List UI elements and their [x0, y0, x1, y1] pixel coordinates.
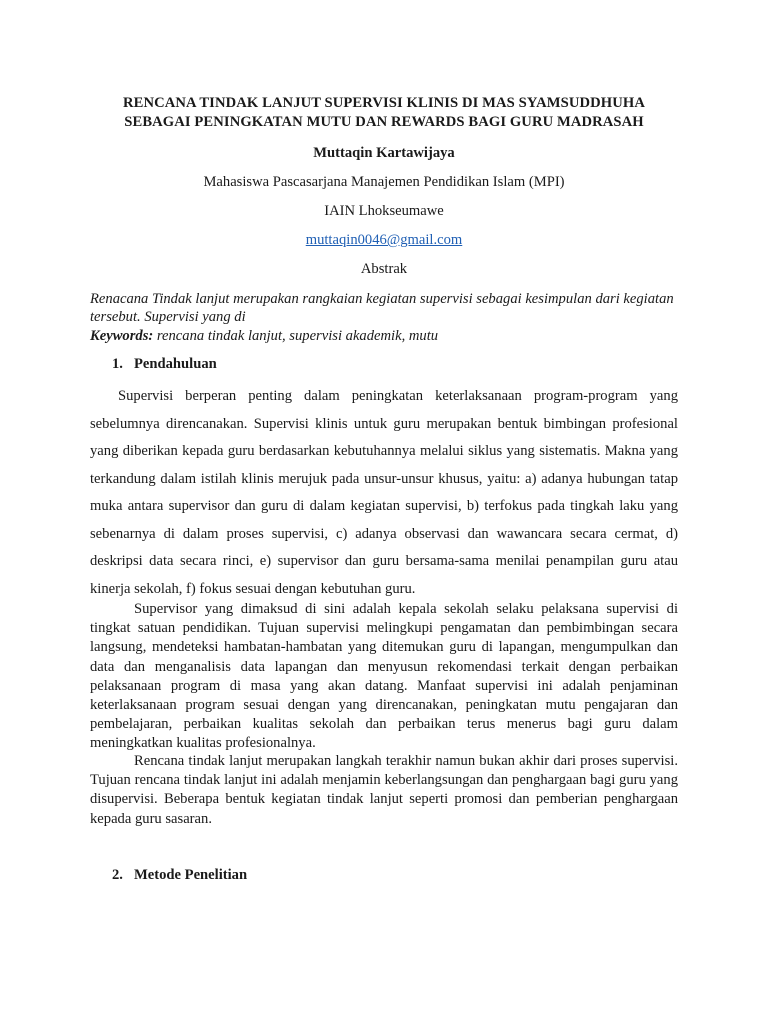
- paragraph-2: Supervisor yang dimaksud di sini adalah kepala sekolah selaku pelaksana supervisi di tingkat satuan pendidikan. Tujuan supervisi melingkupi pengamatan dan pembimbingan secara langsung, mendeteksi hambatan-hambatan yang ditemukan guru di lapangan, mengumpulkan dan data dan menganalisis data lapangan dan menyusun rekomendasi terkait dengan perbaikan pelaksanaan program di masa yang akan datang. Manfaat supervisi ini adalah penjaminan keterlaksanaan program sesuai dengan yang direncanakan, peningkatan mutu pengajaran dan pembelajaran, perbaikan kualitas sekolah dan perbaikan terus menerus bagi guru dalam meningkatkan kualitas profesionalnya.: [90, 601, 678, 752]
- section-title: Pendahuluan: [134, 356, 217, 372]
- paper-title: [90, 94, 678, 132]
- section-heading-pendahuluan: [90, 356, 217, 373]
- section-number: 1.: [112, 356, 123, 372]
- keywords-label: Keywords:: [90, 328, 154, 344]
- paragraph-3: Rencana tindak lanjut merupakan langkah terakhir namun bukan akhir dari proses supervisi. Tujuan rencana tindak lanjut ini adalah menjamin keberlangsungan dan penghargaan bagi guru yang disupervisi. Beberapa bentuk kegiatan tindak lanjut seperti promosi dan pemberian penghargaan kepada guru sasaran.: [90, 753, 678, 827]
- paragraph-1: Supervisi berperan penting dalam peningkatan keterlaksanaan program-program yang sebelumnya direncanakan. Supervisi klinis untuk guru merupakan bentuk bimbingan profesional yang diberikan kepada guru berdasarkan kebutuhannya melalui siklus yang sistematis. Makna yang terkandung dalam istilah klinis merujuk pada unsur-unsur khusus, yaitu: a) adanya hubungan tatap muka antara supervisor dan guru di dalam kegiatan supervisi, b) terfokus pada tingkah laku yang sebenarnya di dalam proses supervisi, c) adanya observasi dan wawancara secara cermat, d) deskripsi data secara rinci, e) supervisor dan guru bersama-sama menilai penampilan guru atau kinerja sekolah, f) fokus sesuai dengan kebutuhan guru.: [90, 388, 678, 597]
- abstract-text: Renacana Tindak lanjut merupakan rangkaian kegiatan supervisi sebagai kesimpulan dari kegiatan tersebut. Supervisi yang di: [90, 291, 674, 325]
- keywords-text: rencana tindak lanjut, supervisi akademik, mutu: [153, 328, 439, 344]
- paper-title-line-2: SEBAGAI PENINGKATAN MUTU DAN REWARDS BAGI GURU MADRASAH: [124, 114, 644, 130]
- affiliation-institution: IAIN Lhokseumawe: [324, 203, 444, 219]
- email-link[interactable]: muttaqin0046@gmail.com: [305, 232, 463, 248]
- section-title: Metode Penelitian: [134, 867, 248, 883]
- abstract-heading: Abstrak: [360, 261, 408, 277]
- section-number: 2.: [112, 867, 123, 883]
- affiliation-program: Mahasiswa Pascasarjana Manajemen Pendidikan Islam (MPI): [203, 174, 565, 190]
- keywords: [90, 328, 678, 345]
- author-email: [90, 232, 678, 249]
- paper-title-line-1: RENCANA TINDAK LANJUT SUPERVISI KLINIS DI MAS SYAMSUDDHUHA: [123, 95, 645, 111]
- section-heading-metode: [90, 867, 247, 884]
- author-name: Muttaqin Kartawijaya: [313, 145, 455, 161]
